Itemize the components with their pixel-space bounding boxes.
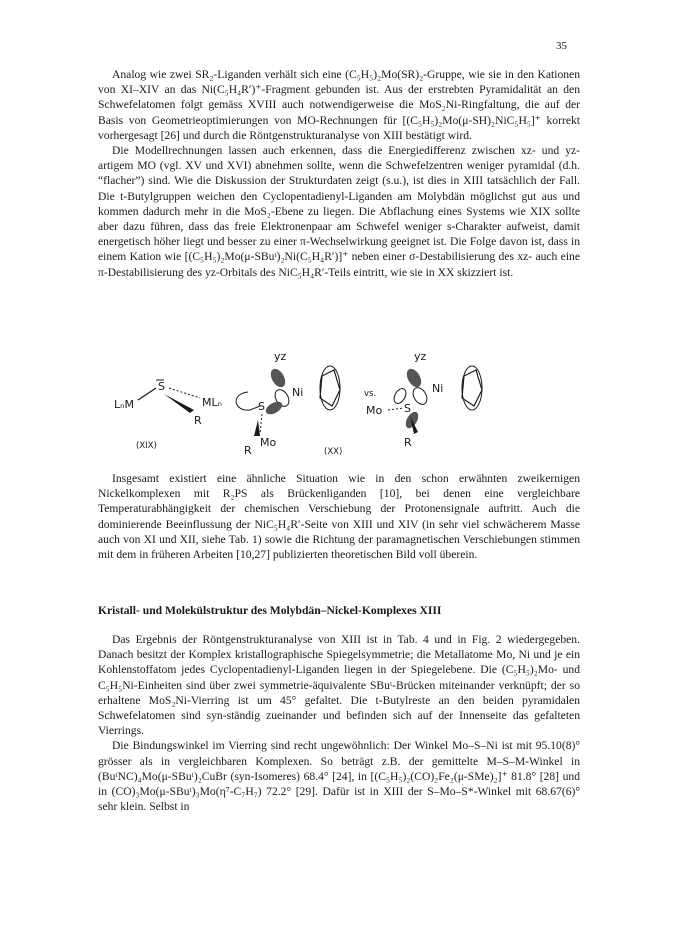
structure-diagram (98, 350, 580, 460)
text-block-top (98, 67, 580, 280)
xx-mo-right: Mo (366, 404, 383, 417)
paragraph: Die Bindungswinkel im Vierring sind recht ungewöhnlich: Der Winkel Mo–S–Ni ist mit 95.10(8)° grösser als in vergleichbaren Komplexen. So beträgt z.B. der gemittelte M–S–M-Winkel in (BuᵗNC)₄Mo(μ-SBuᵗ)₂CuBr (syn-Isomeres) 68.4° [24], in [(C₅H₅)₂(CO)₂Fe₂(μ-SMe)₂]⁺ 81.8° [28] und in (CO)₃Mo(μ-SBuᵗ)₃Mo(η⁷-C₇H₇) 72.2° [29]. Dafür ist in XIII der S–Mo–S*-Winkel mit 68.67(6)° sehr klein. Selbst in (98, 739, 580, 814)
xix-atom-mln: MLₙ (202, 396, 223, 409)
cyclopentadienyl-ring (320, 370, 340, 406)
bond (388, 408, 404, 410)
xx-yz-right: yz (414, 350, 427, 363)
orbital-lobe (404, 366, 424, 389)
figure-xix-xx (98, 350, 580, 460)
xix-atom-r: R (194, 414, 202, 427)
xx-mo-left: Mo (260, 436, 277, 449)
bond (138, 388, 156, 400)
orbital-lobe (264, 399, 285, 417)
xix-label: (XIX) (136, 441, 157, 451)
text-block-bottom (98, 632, 580, 814)
paragraph: Das Ergebnis der Röntgenstrukturanalyse von XIII ist in Tab. 4 und in Fig. 2 wiedergegeben. Danach besitzt der Komplex kristallographische Spiegelsymmetrie; die Metallatome Mo, Ni und je ein Kohlenstoffatom jedes Cyclopentadienyl-Liganden liegen in der Spiegelebene. Die (C₅H₅)₂Mo- und C₅H₅Ni-Einheiten sind über zwei symmetrie-äquivalente SBuᵗ-Brücken miteinander verknüpft; der so erhaltene MoS₂Ni-Vierring ist um 45° gefaltet. Die t-Butylreste an den beiden pyramidalen Schwefelatomen sind syn-ständig zueinander und befinden sich auf der Innenseite das gefalteten Vierrings. (98, 633, 580, 738)
xx-s-left: S (258, 400, 265, 413)
wedge-bond (254, 420, 260, 436)
versus-label: vs. (364, 389, 377, 399)
xx-yz-left: yz (274, 350, 287, 363)
xx-s-right: S (404, 402, 411, 415)
xix-atom-s: S (158, 380, 165, 393)
text-block-mid (98, 471, 580, 562)
wedge-bond (164, 394, 194, 413)
orbital-lobe (268, 366, 288, 389)
xx-ni-right: Ni (432, 382, 444, 395)
paragraph: Insgesamt existiert eine ähnliche Situation wie in den schon erwähnten zweikernigen Nickelkomplexen mit R₂PS als Brückenliganden [10], bei denen eine vergleichbare Temperaturabhängigkeit der chemischen Verschiebung der Protonensignale auftritt. Auch die dominierende Beeinflussung der NiC₅H₄R′-Seite von XIII und XIV (in sehr viel schwächerem Masse auch von XI und XII, siehe Tab. 1) sowie die Richtung der paramagnetischen Verschiebungen stimmen mit dem in früheren Arbeiten [10,27] publizierten theoretischen Bild voll überein. (98, 472, 580, 562)
xx-label: (XX) (324, 447, 343, 457)
xx-r-right: R (404, 436, 412, 449)
cyclopentadienyl-ring (462, 370, 482, 406)
xx-ni-left: Ni (292, 386, 304, 399)
bond (260, 414, 262, 434)
section (98, 603, 580, 618)
xix-atom-lnm: LₙM (114, 398, 135, 411)
orbital-lobe (410, 385, 429, 407)
paragraph: Die Modellrechnungen lassen auch erkennen, dass die Energiedifferenz zwischen xz- und yz-artigem MO (vgl. XV und XVI) abnehmen sollte, wenn die Schwefelzentren weniger pyramidal (d.h. “flacher”) sind. Wie die Diskussion der Strukturdaten zeigt (s.u.), ist dies in XIII tatsächlich der Fall. Die t-Butylgruppen weichen den Cyclopentadienyl-Liganden am Molybdän möglichst gut aus und kommen dadurch mehr in die MoS₂-Ebene zu liegen. Die Abflachung eines Systems wie XIX sollte aber dazu führen, dass das freie Elektronenpaar am Schwefel weniger s-Charakter aufweist, damit energetisch höher liegt und besser zu einer π-Wechselwirkung geeignet ist. Die Folge davon ist, dass in einem Kation wie [(C₅H₅)₂Mo(μ-SBuᵗ)₂Ni(C₅H₄R′)]⁺ neben einer σ-Destabilisierung des xz- auch eine π-Destabilisierung des yz-Orbitals des NiC₅H₄R′-Teils eintritt, wie sie in XX skizziert ist. (98, 144, 580, 279)
section-heading: Kristall- und Molekülstruktur des Molybdän–Nickel-Komplexes XIII (98, 604, 442, 617)
bond (169, 388, 200, 398)
xx-r-left: R (244, 444, 252, 457)
page-number: 35 (556, 40, 567, 52)
orbital-lobe (236, 392, 260, 410)
paragraph: Analog wie zwei SR₂-Liganden verhält sich eine (C₅H₅)₂Mo(SR)₂-Gruppe, wie sie in den Kationen von XI–XIV an das Ni(C₅H₄R′)⁺-Fragment gebunden ist. Aus der erstrebten Pyramidalität an den Schwefelatomen folgt gemäss XVIII auch notwendigerweise die MoS₂Ni-Ringfaltung, die auf der Basis von Geometrieoptimierungen von MO-Rechnungen für [(C₅H₅)₂Mo(μ-SH)₂NiC₅H₅]⁺ korrekt vorhergesagt [26] und durch die Röntgenstrukturanalyse von XIII bestätigt wird. (98, 68, 580, 142)
